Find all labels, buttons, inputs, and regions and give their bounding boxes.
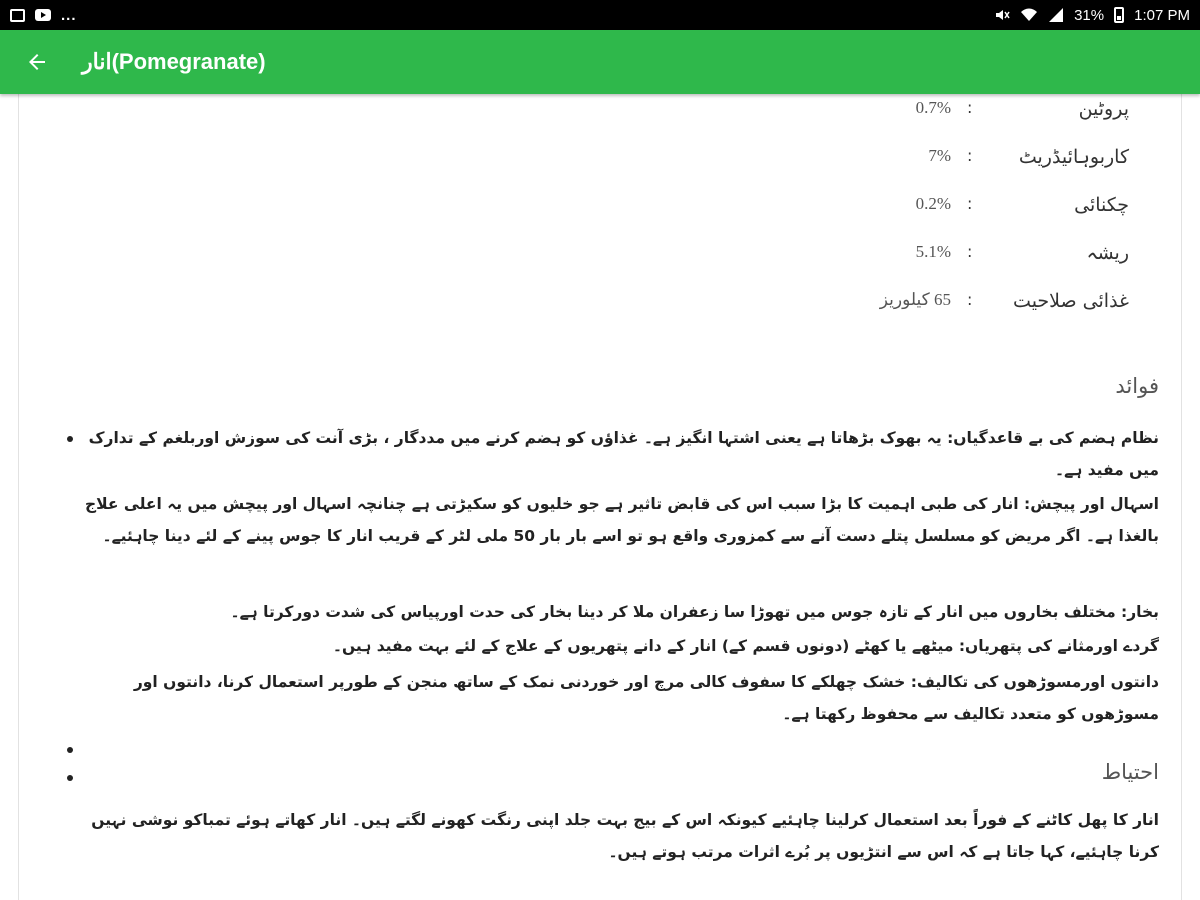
nutrition-row bbox=[839, 138, 1129, 186]
nutrition-colon: : bbox=[967, 290, 973, 309]
nutrition-label: چکنائی bbox=[1074, 194, 1129, 216]
mute-icon bbox=[994, 6, 1010, 24]
nutrition-row bbox=[839, 94, 1129, 138]
nutrition-label: غذائی صلاحیت bbox=[1013, 290, 1129, 312]
nutrition-label: پروٹین bbox=[1078, 98, 1129, 120]
benefit-paragraph: دانتوں اورمسوڑھوں کی تکالیف: خشک چھلکے کا سفوف کالی مرچ اور خوردنی نمک کے ساتھ منجن کے طورپر استعمال کرنا، دانتوں اور مسوڑھوں کو متعدد تکالیف سے محفوظ رکھتا ہے۔ bbox=[133, 673, 1159, 723]
youtube-icon bbox=[35, 6, 51, 24]
wifi-icon bbox=[1020, 6, 1038, 24]
nutrition-colon: : bbox=[967, 242, 973, 261]
status-bar bbox=[0, 0, 1200, 30]
app-bar bbox=[0, 30, 1200, 94]
bullet-marker bbox=[67, 747, 73, 753]
nutrition-value: 7% bbox=[928, 146, 951, 165]
nutrition-value: 65 کیلوریز bbox=[879, 290, 951, 309]
benefits-heading: فوائد bbox=[1115, 374, 1159, 398]
nutrition-value: 0.2% bbox=[915, 194, 951, 213]
nutrition-value: 5.1% bbox=[915, 242, 951, 261]
page-title: انار(Pomegranate) bbox=[82, 49, 266, 74]
precaution-paragraph: انار کا پھل کاٹنے کے فوراً بعد استعمال کرلینا چاہئیے کیونکہ اس کے بیج بہت جلد اپنی رنگت کھونے لگتے ہیں۔ انار کھاتے ہوئے تمباکو نوشی نہیں کرنا چاہئیے، کہا جاتا ہے کہ اس سے انتڑیوں پر بُرے اثرات مرتب ہوتے ہیں۔ bbox=[91, 811, 1159, 861]
benefit-paragraph: بخار: مختلف بخاروں میں انار کے تازہ جوس میں تھوڑا سا زعفران ملا کر دینا بخار کی حدت اورپیاس کی شدت دورکرتا ہے۔ bbox=[230, 603, 1159, 621]
nutrition-colon: : bbox=[967, 98, 973, 117]
more-notifications: ... bbox=[61, 6, 77, 24]
nutrition-label: ریشہ bbox=[1086, 242, 1129, 264]
status-right bbox=[994, 6, 1190, 24]
precautions-heading: احتیاط bbox=[1101, 760, 1159, 784]
nutrition-label: کاربوہائیڈریٹ bbox=[1018, 146, 1129, 168]
bullet-marker bbox=[67, 775, 73, 781]
benefit-paragraph: گردے اورمثانے کی پتھریاں: میٹھے یا کھٹے (دونوں قسم کے) انار کے دانے پتھریوں کے علاج کے لئے بہت مفید ہیں۔ bbox=[332, 637, 1159, 655]
nutrition-table bbox=[839, 94, 1129, 330]
arrow-left-icon bbox=[25, 50, 49, 74]
nutrition-row bbox=[839, 186, 1129, 234]
clock: 1:07 PM bbox=[1134, 6, 1190, 24]
nutrition-row bbox=[839, 234, 1129, 282]
content-area[interactable] bbox=[18, 94, 1182, 900]
benefit-paragraph: نظام ہضم کی بے قاعدگیاں: یہ بھوک بڑھاتا ہے یعنی اشتہا انگیز ہے۔ غذاؤں کو ہضم کرنے میں مددگار ، بڑی آنت کی سوزش اوربلغم کے تدارک میں مفید ہے۔ bbox=[88, 429, 1159, 479]
benefit-paragraph: اسہال اور پیچش: انار کی طبی اہمیت کا بڑا سبب اس کی قابض تاثیر ہے جو خلیوں کو سکیڑتی ہے چنانچہ اسہال اور پیچش میں یہ اعلی علاج بالغذا ہے۔ اگر مریض کو مسلسل پتلے دست آنے سے کمزوری واقع ہو تو اسے بار بار 50 ملی لٹر کے قریب انار کا جوس پینے کے لئے دینا چاہئیے۔ bbox=[84, 495, 1159, 545]
status-left bbox=[10, 6, 77, 24]
nutrition-colon: : bbox=[967, 194, 973, 213]
battery-percent: 31% bbox=[1074, 6, 1105, 24]
nutrition-value: 0.7% bbox=[915, 98, 951, 117]
signal-icon bbox=[1048, 6, 1064, 24]
battery-icon bbox=[1114, 6, 1124, 24]
image-icon bbox=[10, 6, 25, 24]
back-button[interactable] bbox=[0, 30, 74, 94]
nutrition-colon: : bbox=[967, 146, 973, 165]
nutrition-row bbox=[839, 282, 1129, 330]
